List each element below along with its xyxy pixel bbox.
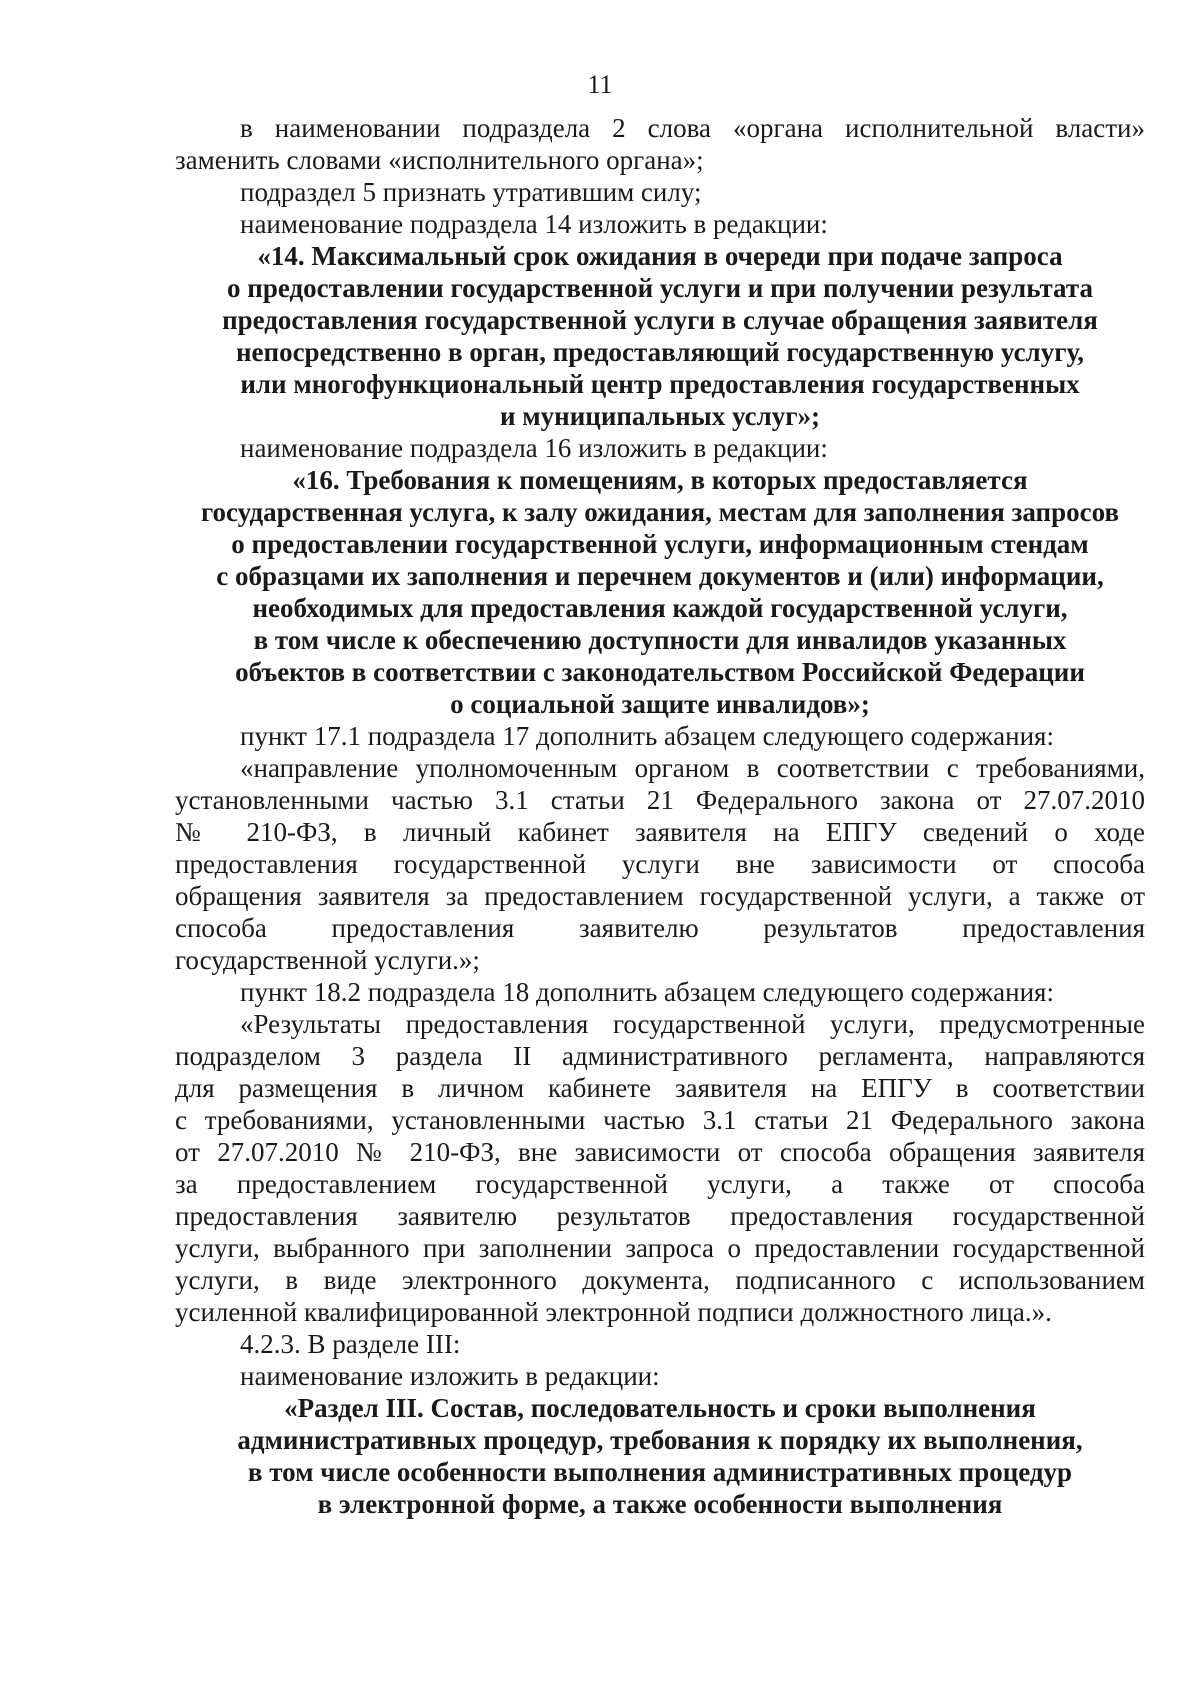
text-line: № 210-ФЗ, в личный кабинет заявителя на ЕПГУ сведений о ходе bbox=[175, 817, 1145, 847]
text-line: в том числе особенности выполнения административных процедур bbox=[247, 1457, 1073, 1487]
text-line: предоставления государственной услуги в случае обращения заявителя bbox=[222, 305, 1098, 335]
text-line: наименование подраздела 16 изложить в редакции: bbox=[240, 433, 828, 463]
text-line: за предоставлением государственной услуги, а также от способа bbox=[175, 1169, 1145, 1199]
text-line: для размещения в личном кабинете заявителя на ЕПГУ в соответствии bbox=[175, 1073, 1145, 1103]
text-line: пункт 17.1 подраздела 17 дополнить абзацем следующего содержания: bbox=[240, 721, 1054, 751]
text-line: предоставления государственной услуги вне зависимости от способа bbox=[175, 849, 1145, 879]
text-line: о предоставлении государственной услуги, информационным стендам bbox=[231, 529, 1089, 559]
text-line: услуги, выбранного при заполнении запроса о предоставлении государственной bbox=[175, 1233, 1145, 1263]
text-line: «Раздел III. Состав, последовательность и сроки выполнения bbox=[284, 1393, 1036, 1423]
text-line: государственная услуга, к залу ожидания, местам для заполнения запросов bbox=[200, 497, 1120, 527]
text-line: услуги, в виде электронного документа, подписанного с использованием bbox=[175, 1265, 1145, 1295]
text-line: 4.2.3. В разделе III: bbox=[240, 1329, 461, 1359]
page-number: 11 bbox=[587, 70, 613, 99]
text-line: административных процедур, требования к порядку их выполнения, bbox=[237, 1425, 1083, 1455]
text-line: в наименовании подраздела 2 слова «органа исполнительной власти» bbox=[240, 113, 1145, 143]
text-line: и муниципальных услуг»; bbox=[499, 401, 821, 431]
text-line: усиленной квалифицированной электронной подписи должностного лица.». bbox=[175, 1297, 1052, 1327]
text-line: от 27.07.2010 № 210-ФЗ, вне зависимости от способа обращения заявителя bbox=[175, 1137, 1145, 1167]
text-line: наименование изложить в редакции: bbox=[240, 1361, 660, 1391]
text-line: подраздел 5 признать утратившим силу; bbox=[240, 177, 702, 207]
text-line: в том числе к обеспечению доступности для инвалидов указанных bbox=[253, 625, 1067, 655]
text-line: обращения заявителя за предоставлением государственной услуги, а также от bbox=[175, 881, 1145, 911]
text-line: в электронной форме, а также особенности выполнения bbox=[317, 1489, 1003, 1519]
text-line: установленными частью 3.1 статьи 21 Федерального закона от 27.07.2010 bbox=[175, 785, 1145, 815]
text-line: «16. Требования к помещениям, в которых предоставляется bbox=[292, 465, 1028, 495]
text-line: пункт 18.2 подраздела 18 дополнить абзацем следующего содержания: bbox=[240, 977, 1054, 1007]
text-line: «Результаты предоставления государственной услуги, предусмотренные bbox=[240, 1009, 1145, 1039]
text-line: необходимых для предоставления каждой государственной услуги, bbox=[252, 593, 1068, 623]
text-line: о социальной защите инвалидов»; bbox=[450, 689, 870, 719]
text-line: государственной услуги.»; bbox=[175, 945, 480, 975]
text-line: непосредственно в орган, предоставляющий государственную услугу, bbox=[235, 337, 1085, 367]
text-line: объектов в соответствии с законодательством Российской Федерации bbox=[235, 657, 1085, 687]
text-line: «14. Максимальный срок ожидания в очереди при подаче запроса bbox=[257, 241, 1063, 271]
document-body bbox=[175, 112, 1145, 1520]
text-line: заменить словами «исполнительного органа»; bbox=[175, 145, 704, 175]
text-line: способа предоставления заявителю результатов предоставления bbox=[175, 913, 1145, 943]
text-line: с образцами их заполнения и перечнем документов и (или) информации, bbox=[216, 561, 1104, 591]
text-line: или многофункциональный центр предоставления государственных bbox=[240, 369, 1080, 399]
text-line: наименование подраздела 14 изложить в редакции: bbox=[240, 209, 828, 239]
text-line: с требованиями, установленными частью 3.1 статьи 21 Федерального закона bbox=[175, 1105, 1145, 1135]
text-line: предоставления заявителю результатов предоставления государственной bbox=[175, 1201, 1145, 1231]
text-line: «направление уполномоченным органом в соответствии с требованиями, bbox=[240, 753, 1145, 783]
text-line: о предоставлении государственной услуги и при получении результата bbox=[227, 273, 1093, 303]
text-line: подразделом 3 раздела II административного регламента, направляются bbox=[175, 1041, 1145, 1071]
